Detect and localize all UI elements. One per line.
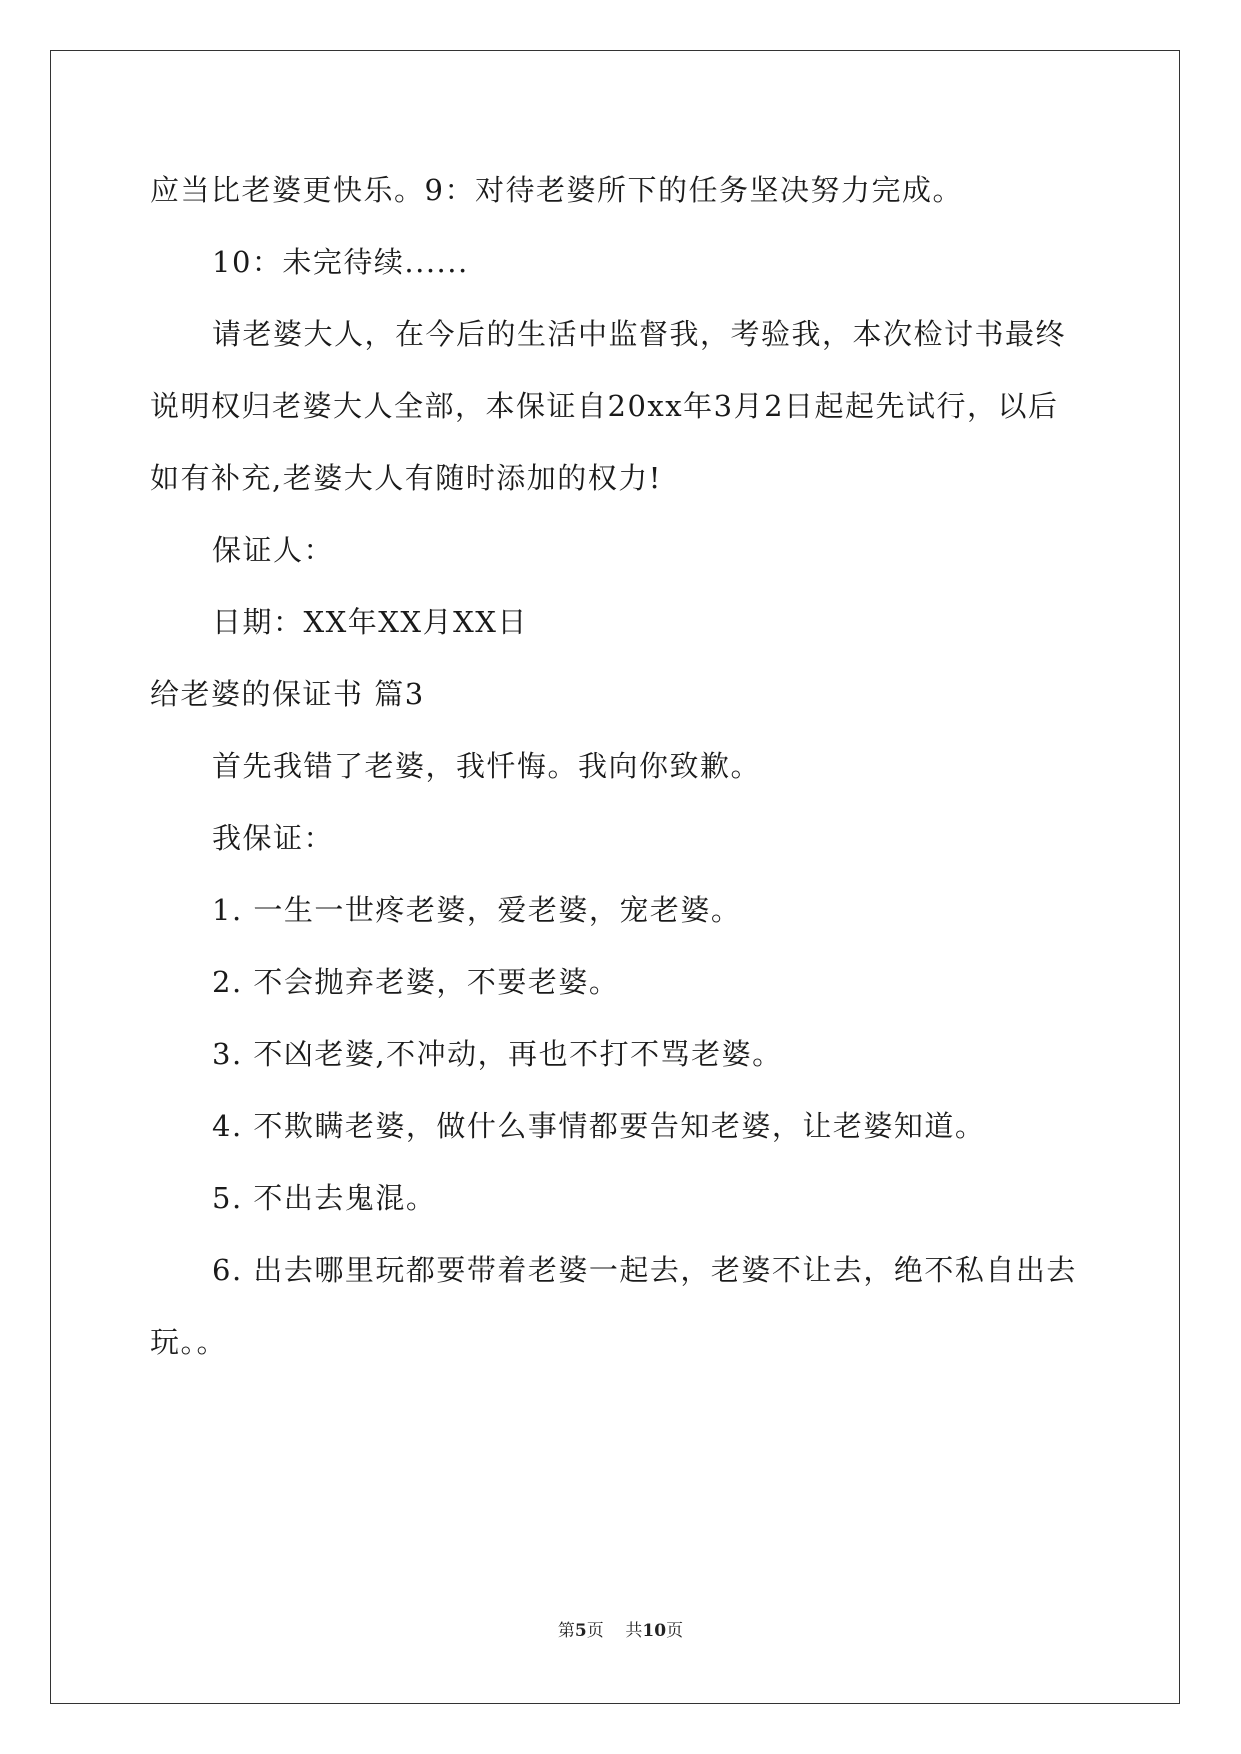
footer-page-current: 5 xyxy=(574,1621,587,1641)
date-line: 日期：XX年XX月XX日 xyxy=(212,605,528,639)
body-line-1: 应当比老婆更快乐。9：对待老婆所下的任务坚决努力完成。 xyxy=(150,173,963,207)
section-heading: 给老婆的保证书 篇3 xyxy=(150,677,425,711)
list-item-5: 5. 不出去鬼混。 xyxy=(212,1181,437,1215)
page-border xyxy=(50,50,1180,1704)
body-line-10: 我保证： xyxy=(212,821,335,855)
list-item-1: 1. 一生一世疼老婆，爱老婆，宠老婆。 xyxy=(212,893,742,927)
list-item-3: 3. 不凶老婆,不冲动，再也不打不骂老婆。 xyxy=(212,1037,783,1071)
list-item-6: 6. 出去哪里玩都要带着老婆一起去，老婆不让去，绝不私自出去 xyxy=(212,1253,1077,1287)
list-item-6-continued: 玩。。 xyxy=(150,1325,228,1359)
body-line-4: 说明权归老婆大人全部，本保证自20xx年3月2日起起先试行，以后 xyxy=(150,389,1059,423)
body-line-3: 请老婆大人，在今后的生活中监督我，考验我，本次检讨书最终 xyxy=(212,317,1067,351)
body-line-9: 首先我错了老婆，我忏悔。我向你致歉。 xyxy=(212,749,762,783)
list-item-4: 4. 不欺瞒老婆，做什么事情都要告知老婆，让老婆知道。 xyxy=(212,1109,986,1143)
footer-page-prefix: 第 xyxy=(557,1621,575,1641)
guarantor-line: 保证人： xyxy=(212,533,335,567)
footer-total-prefix: 共 xyxy=(625,1621,643,1641)
list-item-2: 2. 不会抛弃老婆，不要老婆。 xyxy=(212,965,620,999)
footer-page-total: 10 xyxy=(642,1621,667,1641)
footer-total-suffix: 页 xyxy=(666,1621,684,1641)
body-line-5: 如有补充,老婆大人有随时添加的权力! xyxy=(150,461,662,495)
footer-page-suffix: 页 xyxy=(586,1621,604,1641)
body-line-2: 10：未完待续...... xyxy=(212,245,469,279)
page-footer xyxy=(0,1616,1241,1641)
